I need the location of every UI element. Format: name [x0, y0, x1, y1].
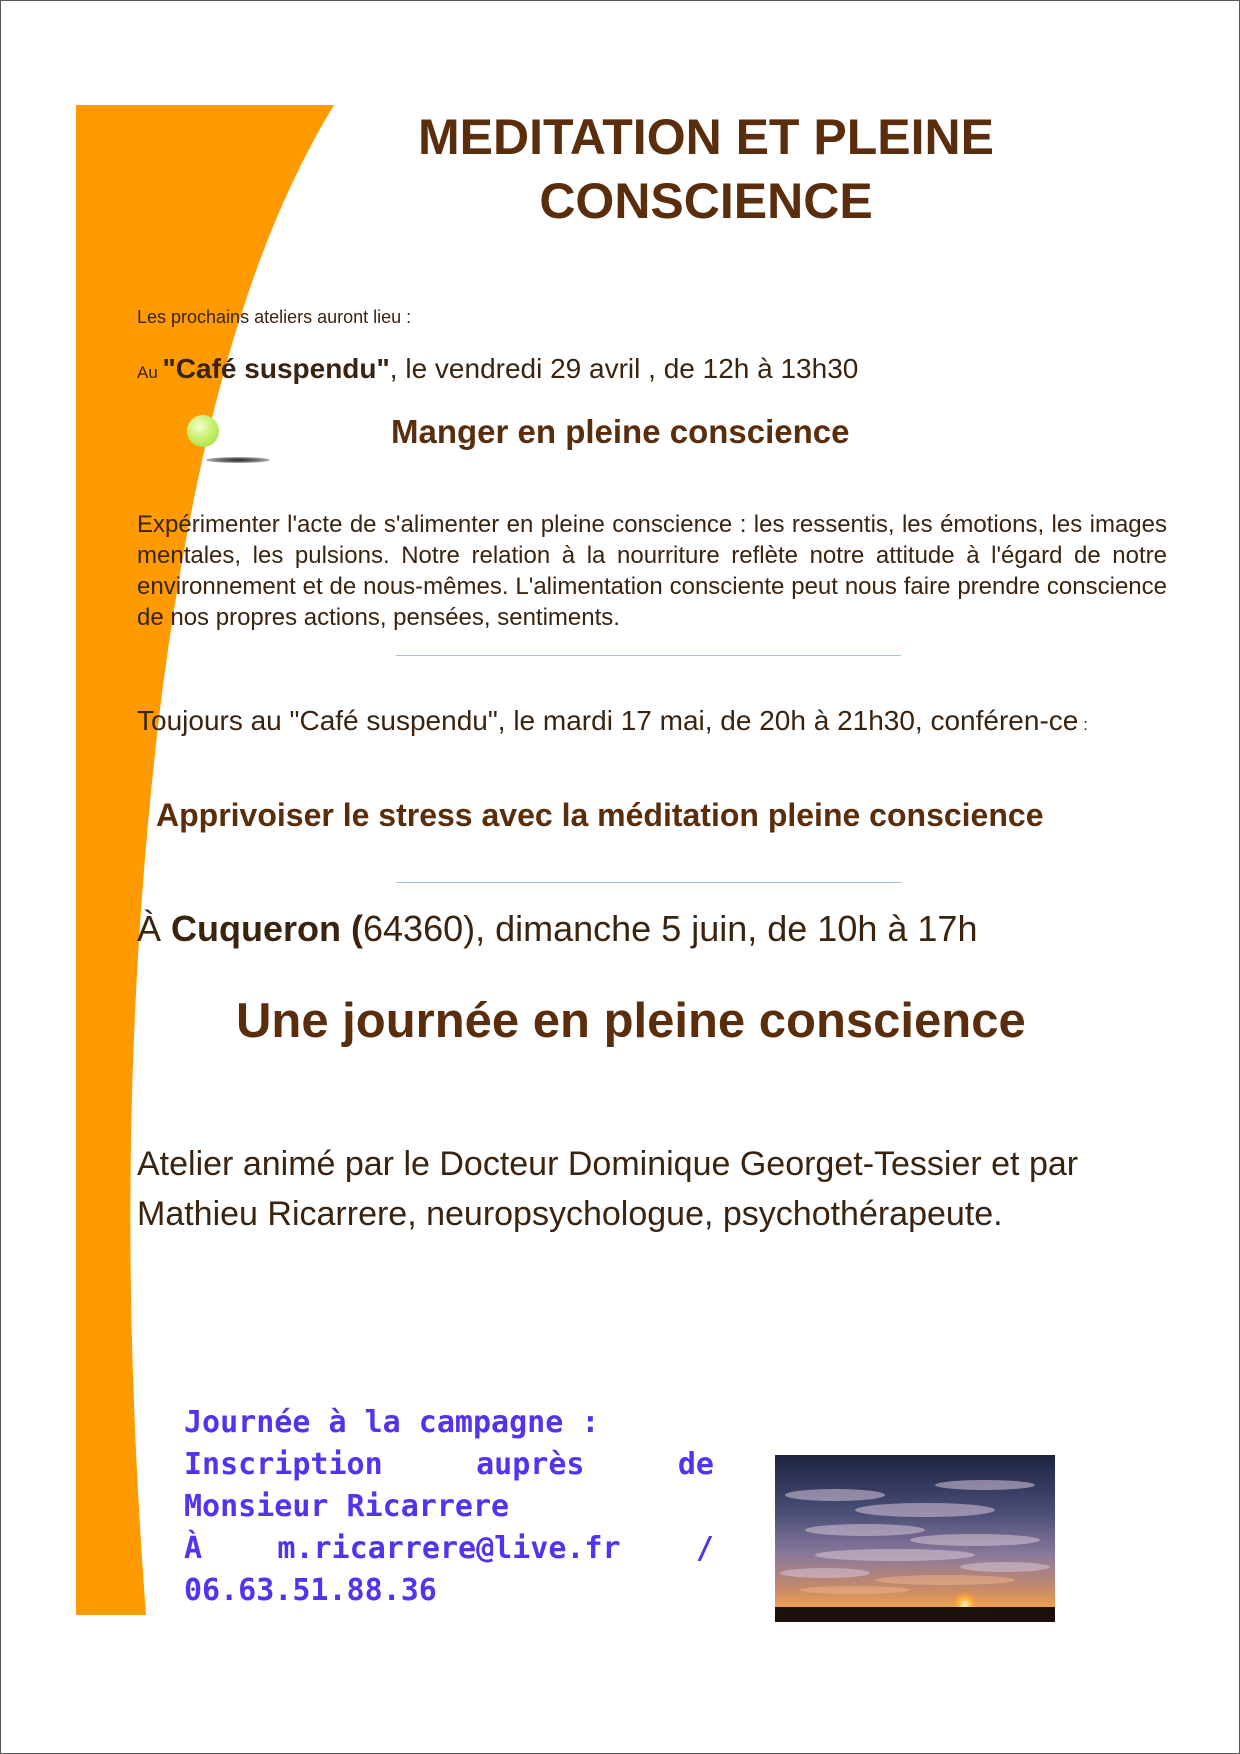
- contact-line: À m.ricarrere@live.fr / 06.63.51.88.36: [184, 1531, 714, 1608]
- separator-line: [396, 882, 901, 883]
- intro-text: Les prochains ateliers auront lieu :: [137, 307, 412, 327]
- sunset-sky-photo: [775, 1455, 1055, 1622]
- event1-description: Expérimenter l'acte de s'alimenter en pleine conscience : les ressentis, les émotions, les images mentales, les pulsions. Notre relation à la nourriture reflète notre attitude à l'égard de notre environnement et de nous-mêmes. L'alimentation consciente peut nous faire prendre conscience de nos propres actions, pensées, sentiments.: [137, 511, 1167, 631]
- event3-subtitle: Une journée en pleine conscience: [236, 994, 1026, 1048]
- contact-line: Inscription auprès de Monsieur Ricarrere: [184, 1447, 714, 1524]
- facilitators-text: Atelier animé par le Docteur Dominique Georget-Tessier et par Mathieu Ricarrere, neuropsychologue, psychothérapeute.: [137, 1145, 1079, 1233]
- event2-subtitle: Apprivoiser le stress avec la méditation pleine conscience: [156, 797, 1044, 833]
- event3-line: À Cuqueron (64360), dimanche 5 juin, de 10h à 17h: [137, 908, 978, 949]
- event1-subtitle: Manger en pleine conscience: [391, 413, 850, 450]
- contact-line: Journée à la campagne :: [184, 1405, 600, 1440]
- green-bullet-icon: [187, 415, 219, 447]
- event2-line: Toujours au "Café suspendu", le mardi 17 mai, de 20h à 21h30, conféren-ce :: [137, 705, 1088, 736]
- contact-block: [184, 1402, 714, 1612]
- page-title: MEDITATION ET PLEINE CONSCIENCE: [418, 109, 994, 229]
- separator-line: [396, 655, 901, 656]
- event1-line: Au "Café suspendu", le vendredi 29 avril , de 12h à 13h30: [137, 353, 859, 384]
- bullet-shadow: [206, 457, 270, 463]
